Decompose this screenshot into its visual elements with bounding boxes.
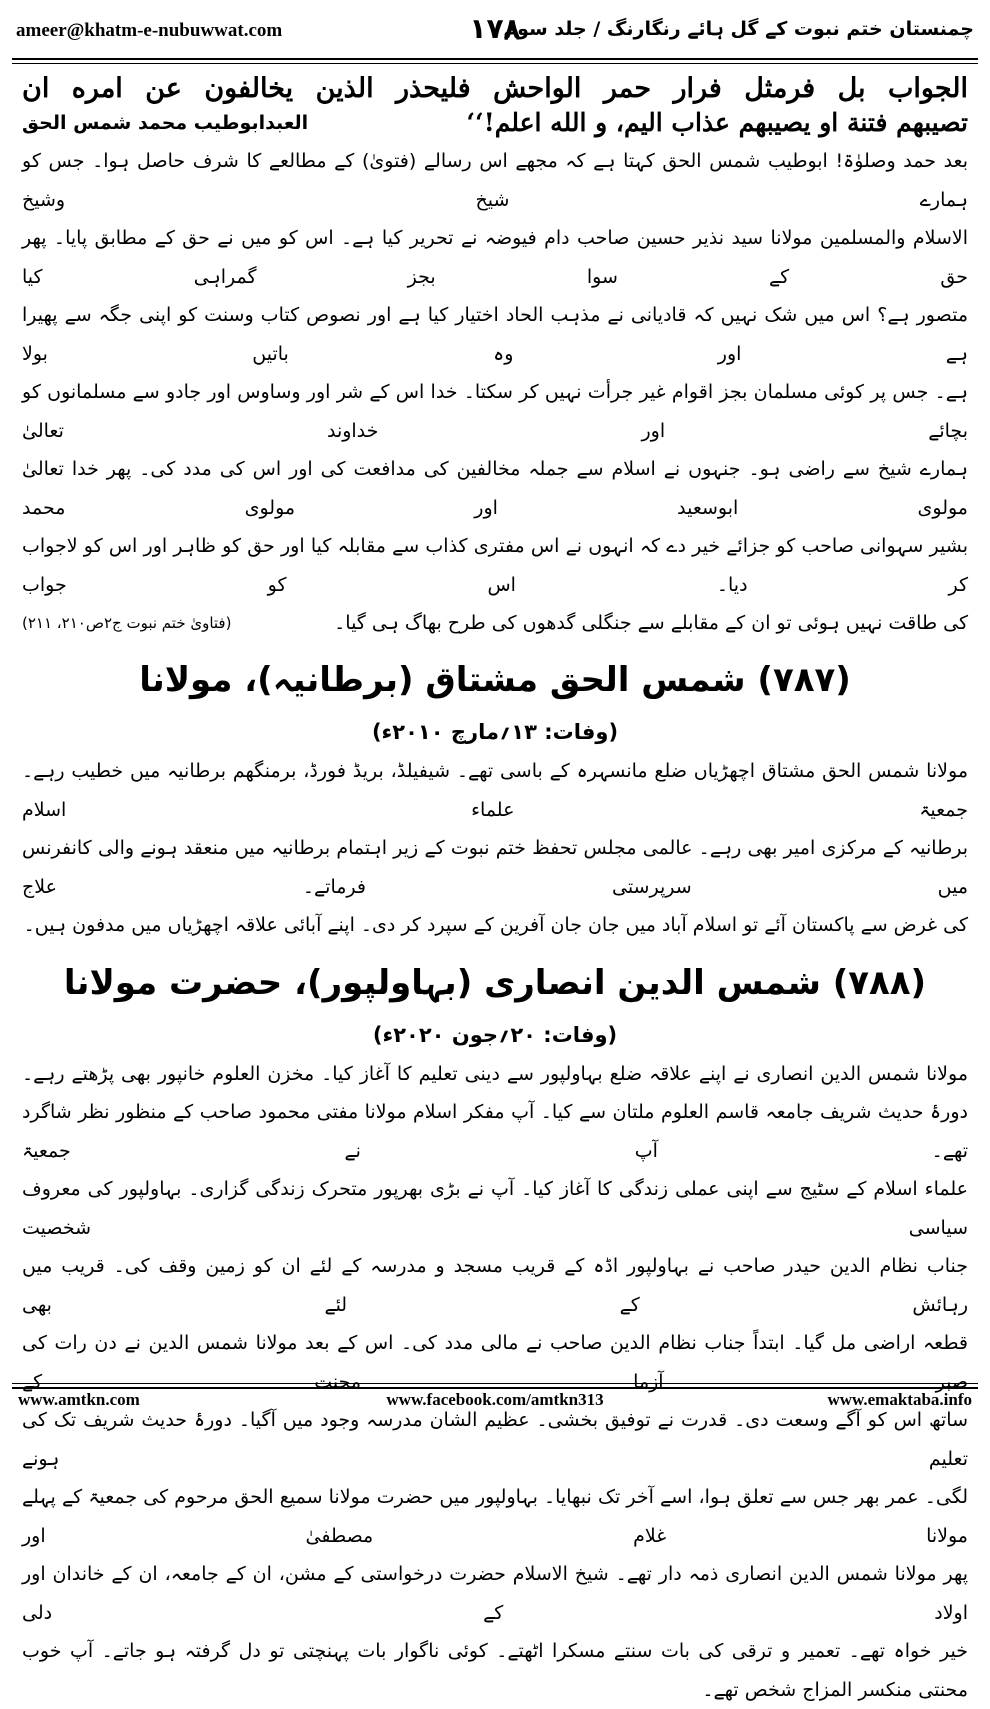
section-heading-788: (۷۸۸) شمس الدین انصاری (بہاولپور)، حضرت مولانا — [22, 953, 968, 1013]
header-email[interactable]: ameer@khatm-e-nubuwwat.com — [16, 20, 282, 42]
footer-link-amtkn[interactable]: www.amtkn.com — [18, 1390, 140, 1410]
death-date-788: (وفات: ۲۰؍جون ۲۰۲۰ء) — [22, 1015, 968, 1055]
signature: العبدابوطیب محمد شمس الحق — [22, 112, 308, 134]
text-line: علماء اسلام کے سٹیج سے اپنی عملی زندگی کا آغاز کیا۔ آپ نے بڑی بھرپور متحرک زندگی گزاری۔ بہاولپور کی معروف سیاسی شخصیت — [22, 1170, 968, 1247]
text-line: ساتھ اس کو آگے وسعت دی۔ قدرت نے توفیق بخشی۔ عظیم الشان مدرسہ وجود میں آگیا۔ دورۂ حدیث شریف تک کی تعلیم ہونے — [22, 1401, 968, 1478]
page-header — [12, 8, 978, 56]
text-line: قطعہ اراضی مل گیا۔ ابتداً جناب نظام الدین صاحب نے مالی مدد کی۔ اس کے بعد مولانا شمس الدین نے دن رات کی صبر آزما محنت کے — [22, 1324, 968, 1401]
death-date-787: (وفات: ۱۳؍مارچ ۲۰۱۰ء) — [22, 712, 968, 752]
text-line: جناب نظام الدین حیدر صاحب نے بہاولپور اڈہ کے قریب مسجد و مدرسہ کے لئے ان کو زمین وقف کی۔ قریب میں رہائش کے لئے بھی — [22, 1247, 968, 1324]
text-line: دورۂ حدیث شریف جامعہ قاسم العلوم ملتان سے کیا۔ آپ مفکر اسلام مولانا مفتی محمود صاحب کے منظور نظر شاگرد تھے۔ آپ نے جمعیۃ — [22, 1093, 968, 1170]
section-heading-787: (۷۸۷) شمس الحق مشتاق (برطانیہ)، مولانا — [22, 650, 968, 710]
text-line: الاسلام والمسلمین مولانا سید نذیر حسین صاحب دام فیوضہ نے تحریر کیا ہے۔ اس کو میں نے حق کے مطابق پایا۔ پھر حق کے سوا بجز گمراہی کیا — [22, 219, 968, 296]
text-line: پھر مولانا شمس الدین انصاری ذمہ دار تھے۔ شیخ الاسلام حضرت درخواستی کے مشن، ان کے جامعہ، ان کے خاندان اور اولاد کے دلی — [22, 1555, 968, 1632]
text-line: بشیر سہوانی صاحب کو جزائے خیر دے کہ انہوں نے اس مفتری کذاب سے مقابلہ کیا اور حق کو ظاہر اور اس کو لاجواب کر دیا۔ اس کو جواب — [22, 527, 968, 604]
text-line: متصور ہے؟ اس میں شک نہیں کہ قادیانی نے مذہب الحاد اختیار کیا ہے اور نصوص کتاب وسنت کو اپنی جگہ سے پھیرا ہے اور وہ باتیں بولا — [22, 296, 968, 373]
section-787-body — [22, 752, 968, 945]
text-line: مولانا شمس الدین انصاری نے اپنے علاقہ ضلع بہاولپور سے دینی تعلیم کا آغاز کیا۔ مخزن العلوم خانپور بھی پڑھتے رہے۔ — [22, 1055, 968, 1094]
text-line: بعد حمد وصلوٰۃ! ابوطیب شمس الحق کہتا ہے کہ مجھے اس رسالے (فتویٰ) کے مطالعے کا شرف حاصل ہوا۔ جس کو ہمارے شیخ وشیخ — [22, 142, 968, 219]
text-line: لگی۔ عمر بھر جس سے تعلق ہوا، اسے آخر تک نبھایا۔ بہاولپور میں حضرت مولانا سمیع الحق مرحوم کی جمعیۃ کے پہلے مولانا غلام مصطفیٰ اور — [22, 1478, 968, 1555]
fatwa-paragraph — [22, 142, 968, 642]
text-line: خیر خواہ تھے۔ تعمیر و ترقی کی بات سنتے مسکرا اٹھتے۔ کوئی ناگوار بات پہنچتی تو دل گرفتہ ہو جاتے۔ آپ خوب محنتی منکسر المزاج شخص تھے۔ — [22, 1632, 968, 1709]
book-title: چمنستان ختم نبوت کے گل ہائے رنگارنگ / جلد سوم — [503, 18, 974, 40]
section-788-body — [22, 1055, 968, 1709]
reference-citation: (فتاویٰ ختم نبوت ج۲ص۲۱۰، ۲۱۱) — [22, 604, 231, 642]
text-line: کی غرض سے پاکستان آئے تو اسلام آباد میں جان جان آفرین کے سپرد کر دی۔ اپنے آبائی علاقہ اچھڑیاں میں مدفون ہیں۔ — [22, 906, 968, 945]
text-line: ہمارے شیخ سے راضی ہو۔ جنہوں نے اسلام سے جملہ مخالفین کی مدافعت کی اور اس کی مدد کی۔ پھر خدا تعالیٰ مولوی ابوسعید اور مولوی محمد — [22, 450, 968, 527]
page-footer — [12, 1390, 978, 1414]
header-rule — [12, 58, 978, 64]
page-body — [22, 70, 968, 1709]
page-number: ۱۷۸ — [12, 12, 978, 45]
arabic-line: تصيبهم فتنة او يصيبهم عذاب اليم، و الله اعلم!‘‘ — [466, 108, 968, 137]
footer-link-emaktaba[interactable]: www.emaktaba.info — [827, 1390, 972, 1410]
arabic-line: الجواب بل فرمثل فرار حمر الواحش فليحذر الذين يخالفون عن امره ان — [22, 70, 968, 108]
text-line: ہے۔ جس پر کوئی مسلمان بجز اقوام غیر جرأت نہیں کر سکتا۔ خدا اس کے شر اور وساوس اور جادو سے مسلمانوں کو بچائے اور خداوند تعالیٰ — [22, 373, 968, 450]
arabic-signature-row — [22, 108, 968, 142]
footer-link-facebook[interactable]: www.facebook.com/amtkn313 — [12, 1390, 978, 1410]
text-line: مولانا شمس الحق مشتاق اچھڑیاں ضلع مانسہرہ کے باسی تھے۔ شیفیلڈ، بریڈ فورڈ، برمنگھم برطانیہ میں خطیب رہے۔ جمعیۃ علماء اسلام — [22, 752, 968, 829]
reference-row — [22, 604, 968, 642]
footer-rule — [12, 1383, 978, 1389]
text-line: کی طاقت نہیں ہوئی تو ان کے مقابلے سے جنگلی گدھوں کی طرح بھاگ ہی گیا۔ — [334, 604, 968, 642]
text-line: برطانیہ کے مرکزی امیر بھی رہے۔ عالمی مجلس تحفظ ختم نبوت کے زیر اہتمام برطانیہ میں منعقد ہونے والی کانفرنس میں سرپرستی فرماتے۔ علاج — [22, 829, 968, 906]
